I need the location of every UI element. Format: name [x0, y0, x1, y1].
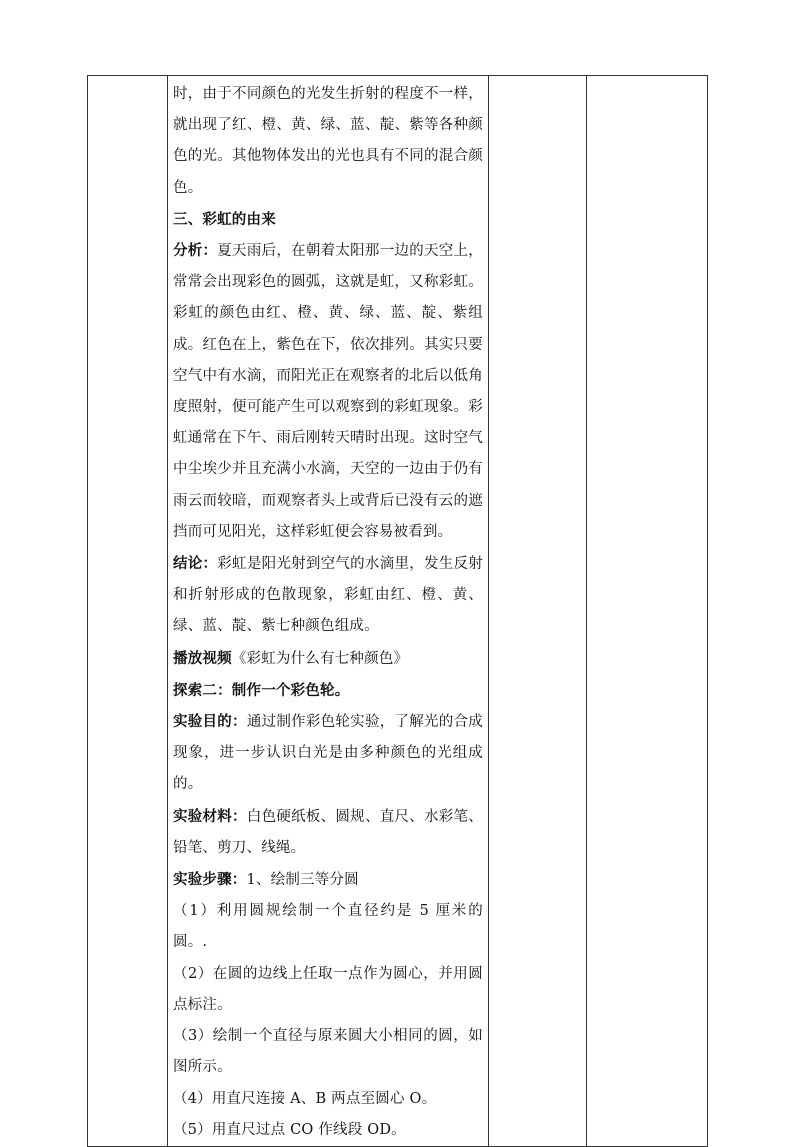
- step-5: [173, 1115, 483, 1146]
- paragraph-text: 通过制作彩色轮实验，了解光的合成现象，进一步认识白光是由多种颜色的光组成的。: [173, 714, 483, 793]
- step-text: （2）在圆的边线上任取一点作为圆心，并用圆点标注。: [173, 965, 483, 1013]
- purpose-label: 实验目的：: [173, 713, 247, 731]
- paragraph-video: [173, 643, 483, 675]
- left-cell: [88, 76, 168, 1147]
- video-label: 播放视频: [173, 649, 232, 667]
- paragraph-purpose: [173, 706, 483, 801]
- paragraph-text: 彩虹是阳光射到空气的水滴里，发生反射和折射形成的色散现象，彩虹由红、橙、黄、绿、蓝、靛、紫七种颜色组成。: [173, 556, 483, 635]
- analysis-label: 分析：: [173, 242, 218, 260]
- paragraph-text: 夏天雨后，在朝着太阳那一边的天空上，常常会出现彩色的圆弧，这就是虹，又称彩虹。彩虹的颜色由红、橙、黄、绿、蓝、靛、紫组成。红色在上，紫色在下，依次排列。其实只要空气中有水滴，而阳光正在观察者的北后以低角度照射，便可能产生可以观察到的彩虹现象。彩虹通常在下午、雨后刚转天晴时出现。这时空气中尘埃少并且充满小水滴，天空的一边由于仍有雨云而较暗，而观察者头上或背后已没有云的遮挡而可见阳光，这样彩虹便会容易被看到。: [173, 243, 483, 540]
- paragraph-conclusion: [173, 548, 483, 643]
- paragraph-analysis: [173, 235, 483, 548]
- heading-text: 探索二：制作一个彩色轮。: [173, 681, 350, 699]
- paragraph-1: [173, 79, 483, 204]
- steps-label: 实验步骤：: [173, 871, 247, 889]
- content-cell: [168, 76, 489, 1147]
- paragraph-text: 时，由于不同颜色的光发生折射的程度不一样，就出现了红、橙、黄、绿、蓝、靛、紫等各种颜色的光。其他物体发出的光也具有不同的混合颜色。: [173, 86, 483, 196]
- step-text: （4）用直尺连接 A、B 两点至圆心 O。: [173, 1090, 437, 1107]
- step-1: [173, 896, 483, 958]
- step-text: （5）用直尺过点 CO 作线段 OD。: [173, 1121, 406, 1138]
- step-4: [173, 1084, 483, 1115]
- heading-text: 三、彩虹的由来: [173, 210, 276, 228]
- paragraph-text: 1、绘制三等分圆: [246, 872, 359, 889]
- lesson-content: [168, 76, 488, 1146]
- step-3: [173, 1021, 483, 1083]
- paragraph-steps: [173, 864, 483, 896]
- section-heading-explore: [173, 675, 483, 706]
- right-cell: [587, 76, 708, 1147]
- third-cell: [489, 76, 587, 1147]
- step-2: [173, 959, 483, 1021]
- paragraph-materials: [173, 801, 483, 864]
- step-text: （1）利用圆规绘制一个直径约是 5 厘米的圆。.: [173, 903, 483, 951]
- conclusion-label: 结论：: [173, 555, 218, 573]
- section-heading-rainbow: [173, 204, 483, 235]
- lesson-table: [87, 75, 708, 1147]
- paragraph-text: 白色硬纸板、圆规、直尺、水彩笔、铅笔、剪刀、线绳。: [173, 808, 483, 856]
- step-text: （3）绘制一个直径与原来圆大小相同的圆，如图所示。: [173, 1028, 483, 1076]
- materials-label: 实验材料：: [173, 807, 247, 825]
- paragraph-text: 《彩虹为什么有七种颜色》: [231, 650, 409, 667]
- table-row: [88, 76, 708, 1147]
